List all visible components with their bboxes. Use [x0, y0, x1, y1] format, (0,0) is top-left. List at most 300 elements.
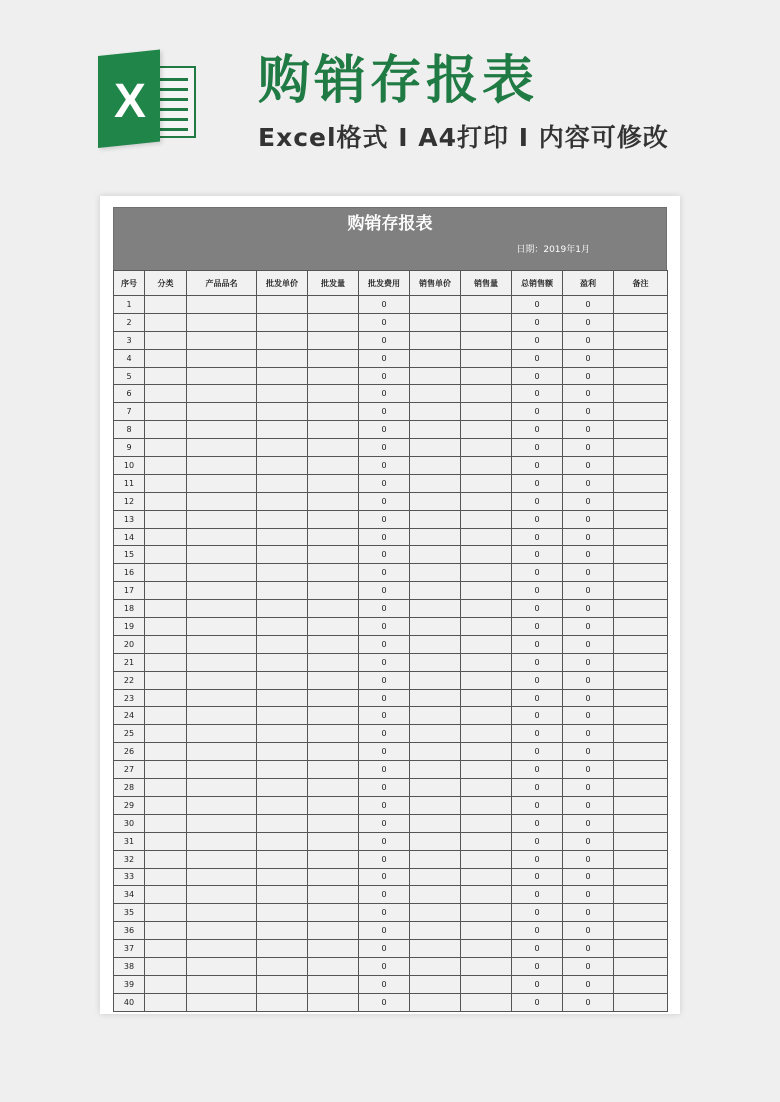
table-cell[interactable]	[187, 779, 257, 797]
table-cell[interactable]	[308, 653, 359, 671]
table-cell[interactable]	[257, 349, 308, 367]
table-cell[interactable]	[257, 385, 308, 403]
table-cell[interactable]	[614, 796, 668, 814]
table-cell[interactable]	[187, 993, 257, 1011]
table-cell[interactable]	[308, 313, 359, 331]
table-cell[interactable]: 0	[359, 886, 410, 904]
table-cell[interactable]	[308, 492, 359, 510]
table-cell[interactable]	[614, 331, 668, 349]
table-cell[interactable]	[308, 600, 359, 618]
table-cell[interactable]	[145, 439, 187, 457]
table-cell[interactable]	[257, 313, 308, 331]
table-cell[interactable]: 5	[114, 367, 145, 385]
table-cell[interactable]	[308, 528, 359, 546]
column-header[interactable]: 产品品名	[187, 271, 257, 296]
table-cell[interactable]	[461, 528, 512, 546]
table-cell[interactable]: 2	[114, 313, 145, 331]
table-cell[interactable]	[410, 850, 461, 868]
table-cell[interactable]: 0	[359, 296, 410, 314]
table-cell[interactable]	[461, 457, 512, 475]
table-cell[interactable]: 0	[359, 474, 410, 492]
table-cell[interactable]	[410, 689, 461, 707]
table-cell[interactable]	[308, 582, 359, 600]
table-cell[interactable]: 0	[563, 761, 614, 779]
table-cell[interactable]: 38	[114, 957, 145, 975]
table-cell[interactable]: 0	[512, 296, 563, 314]
table-cell[interactable]: 0	[563, 689, 614, 707]
table-cell[interactable]	[461, 779, 512, 797]
table-cell[interactable]: 16	[114, 564, 145, 582]
table-cell[interactable]	[308, 922, 359, 940]
column-header[interactable]: 盈利	[563, 271, 614, 296]
table-cell[interactable]	[308, 439, 359, 457]
report-title[interactable]: 购销存报表	[347, 214, 433, 234]
table-cell[interactable]	[410, 349, 461, 367]
table-cell[interactable]	[308, 367, 359, 385]
table-cell[interactable]: 0	[512, 564, 563, 582]
table-cell[interactable]	[461, 814, 512, 832]
table-cell[interactable]: 0	[359, 313, 410, 331]
table-cell[interactable]	[410, 385, 461, 403]
table-cell[interactable]	[410, 546, 461, 564]
table-cell[interactable]	[145, 940, 187, 958]
table-cell[interactable]	[461, 975, 512, 993]
table-cell[interactable]	[145, 779, 187, 797]
table-cell[interactable]	[410, 331, 461, 349]
table-cell[interactable]: 0	[359, 582, 410, 600]
table-cell[interactable]	[308, 707, 359, 725]
table-cell[interactable]	[461, 635, 512, 653]
table-cell[interactable]	[410, 457, 461, 475]
table-cell[interactable]	[410, 653, 461, 671]
table-cell[interactable]	[614, 457, 668, 475]
table-cell[interactable]: 0	[512, 653, 563, 671]
table-cell[interactable]	[145, 582, 187, 600]
table-cell[interactable]: 0	[359, 385, 410, 403]
table-cell[interactable]	[461, 689, 512, 707]
table-cell[interactable]	[614, 868, 668, 886]
table-cell[interactable]	[145, 975, 187, 993]
table-cell[interactable]: 0	[563, 975, 614, 993]
table-cell[interactable]	[308, 457, 359, 475]
table-cell[interactable]	[410, 957, 461, 975]
table-cell[interactable]: 0	[512, 313, 563, 331]
table-cell[interactable]	[614, 296, 668, 314]
table-cell[interactable]	[257, 725, 308, 743]
table-cell[interactable]: 0	[563, 349, 614, 367]
table-cell[interactable]	[461, 796, 512, 814]
table-cell[interactable]	[308, 689, 359, 707]
table-cell[interactable]	[410, 993, 461, 1011]
table-cell[interactable]	[308, 635, 359, 653]
table-cell[interactable]	[145, 922, 187, 940]
table-cell[interactable]	[308, 296, 359, 314]
table-cell[interactable]	[145, 957, 187, 975]
table-cell[interactable]	[614, 886, 668, 904]
table-cell[interactable]	[257, 707, 308, 725]
table-cell[interactable]	[461, 403, 512, 421]
table-cell[interactable]: 7	[114, 403, 145, 421]
table-cell[interactable]: 0	[359, 635, 410, 653]
table-cell[interactable]	[410, 313, 461, 331]
table-cell[interactable]	[614, 850, 668, 868]
table-cell[interactable]: 8	[114, 421, 145, 439]
table-cell[interactable]	[614, 779, 668, 797]
table-cell[interactable]	[614, 528, 668, 546]
table-cell[interactable]	[187, 850, 257, 868]
table-cell[interactable]	[187, 743, 257, 761]
table-cell[interactable]	[257, 779, 308, 797]
table-cell[interactable]: 0	[563, 546, 614, 564]
table-cell[interactable]	[614, 975, 668, 993]
table-cell[interactable]	[145, 528, 187, 546]
table-cell[interactable]	[614, 957, 668, 975]
table-cell[interactable]: 14	[114, 528, 145, 546]
table-cell[interactable]	[187, 296, 257, 314]
table-cell[interactable]	[145, 313, 187, 331]
table-cell[interactable]	[145, 689, 187, 707]
table-cell[interactable]	[461, 296, 512, 314]
table-cell[interactable]	[410, 439, 461, 457]
table-cell[interactable]: 0	[359, 689, 410, 707]
table-cell[interactable]	[187, 832, 257, 850]
table-cell[interactable]	[187, 349, 257, 367]
table-cell[interactable]: 0	[512, 618, 563, 636]
table-cell[interactable]: 36	[114, 922, 145, 940]
table-cell[interactable]: 0	[359, 546, 410, 564]
table-cell[interactable]: 12	[114, 492, 145, 510]
table-cell[interactable]	[145, 725, 187, 743]
table-cell[interactable]: 0	[512, 868, 563, 886]
table-cell[interactable]: 0	[563, 296, 614, 314]
table-cell[interactable]: 0	[512, 796, 563, 814]
table-cell[interactable]	[145, 886, 187, 904]
table-cell[interactable]	[614, 421, 668, 439]
table-cell[interactable]: 0	[563, 474, 614, 492]
table-cell[interactable]: 0	[359, 796, 410, 814]
column-header[interactable]: 备注	[614, 271, 668, 296]
table-cell[interactable]	[257, 635, 308, 653]
table-cell[interactable]	[187, 367, 257, 385]
table-cell[interactable]	[257, 671, 308, 689]
table-cell[interactable]	[410, 403, 461, 421]
table-cell[interactable]	[614, 635, 668, 653]
table-cell[interactable]: 0	[563, 618, 614, 636]
table-cell[interactable]	[187, 474, 257, 492]
table-cell[interactable]	[410, 582, 461, 600]
table-cell[interactable]: 0	[563, 367, 614, 385]
table-cell[interactable]	[461, 439, 512, 457]
table-cell[interactable]	[187, 510, 257, 528]
table-cell[interactable]	[308, 474, 359, 492]
table-cell[interactable]	[187, 922, 257, 940]
table-cell[interactable]: 9	[114, 439, 145, 457]
column-header[interactable]: 总销售额	[512, 271, 563, 296]
table-cell[interactable]: 0	[359, 618, 410, 636]
table-cell[interactable]	[257, 868, 308, 886]
table-cell[interactable]	[145, 993, 187, 1011]
table-cell[interactable]	[257, 796, 308, 814]
table-cell[interactable]	[461, 671, 512, 689]
table-cell[interactable]	[410, 635, 461, 653]
table-cell[interactable]: 0	[359, 761, 410, 779]
table-cell[interactable]: 13	[114, 510, 145, 528]
table-cell[interactable]: 10	[114, 457, 145, 475]
table-cell[interactable]	[145, 296, 187, 314]
table-cell[interactable]	[410, 618, 461, 636]
table-cell[interactable]	[145, 832, 187, 850]
table-cell[interactable]	[410, 296, 461, 314]
table-cell[interactable]: 0	[512, 510, 563, 528]
table-cell[interactable]	[614, 492, 668, 510]
table-cell[interactable]: 0	[563, 993, 614, 1011]
table-cell[interactable]	[614, 313, 668, 331]
table-cell[interactable]	[614, 403, 668, 421]
table-cell[interactable]: 0	[563, 957, 614, 975]
table-cell[interactable]	[257, 940, 308, 958]
table-cell[interactable]	[461, 868, 512, 886]
table-cell[interactable]	[614, 510, 668, 528]
table-cell[interactable]: 0	[359, 367, 410, 385]
table-cell[interactable]: 0	[563, 457, 614, 475]
table-cell[interactable]: 37	[114, 940, 145, 958]
table-cell[interactable]	[187, 940, 257, 958]
table-cell[interactable]: 24	[114, 707, 145, 725]
table-cell[interactable]	[257, 421, 308, 439]
table-cell[interactable]	[145, 904, 187, 922]
column-header[interactable]: 销售量	[461, 271, 512, 296]
table-cell[interactable]: 15	[114, 546, 145, 564]
table-cell[interactable]: 0	[563, 600, 614, 618]
table-cell[interactable]	[461, 331, 512, 349]
table-cell[interactable]: 0	[512, 474, 563, 492]
table-cell[interactable]: 0	[512, 975, 563, 993]
table-cell[interactable]: 40	[114, 993, 145, 1011]
table-cell[interactable]: 0	[359, 814, 410, 832]
table-cell[interactable]: 0	[563, 403, 614, 421]
column-header[interactable]: 批发量	[308, 271, 359, 296]
table-cell[interactable]	[187, 564, 257, 582]
table-cell[interactable]: 0	[563, 886, 614, 904]
table-cell[interactable]	[145, 814, 187, 832]
table-cell[interactable]	[145, 349, 187, 367]
table-cell[interactable]: 0	[512, 707, 563, 725]
table-cell[interactable]	[187, 313, 257, 331]
table-cell[interactable]	[614, 349, 668, 367]
table-cell[interactable]: 0	[512, 957, 563, 975]
table-cell[interactable]	[461, 546, 512, 564]
table-cell[interactable]: 0	[563, 313, 614, 331]
table-cell[interactable]: 0	[359, 940, 410, 958]
table-cell[interactable]	[461, 957, 512, 975]
table-cell[interactable]: 29	[114, 796, 145, 814]
table-cell[interactable]	[145, 385, 187, 403]
table-cell[interactable]	[257, 832, 308, 850]
table-cell[interactable]: 0	[359, 349, 410, 367]
table-cell[interactable]	[187, 635, 257, 653]
table-cell[interactable]	[257, 975, 308, 993]
table-cell[interactable]	[308, 671, 359, 689]
table-cell[interactable]	[614, 761, 668, 779]
table-cell[interactable]	[614, 618, 668, 636]
table-cell[interactable]	[145, 492, 187, 510]
table-cell[interactable]	[614, 814, 668, 832]
table-cell[interactable]: 0	[563, 635, 614, 653]
table-cell[interactable]	[145, 403, 187, 421]
table-cell[interactable]	[257, 510, 308, 528]
table-cell[interactable]: 32	[114, 850, 145, 868]
table-cell[interactable]: 0	[359, 421, 410, 439]
table-cell[interactable]	[461, 922, 512, 940]
table-cell[interactable]: 0	[359, 850, 410, 868]
table-cell[interactable]	[257, 600, 308, 618]
table-cell[interactable]: 0	[512, 492, 563, 510]
table-cell[interactable]: 1	[114, 296, 145, 314]
table-cell[interactable]	[145, 850, 187, 868]
table-cell[interactable]: 0	[563, 528, 614, 546]
table-cell[interactable]: 3	[114, 331, 145, 349]
table-cell[interactable]: 0	[563, 904, 614, 922]
table-cell[interactable]	[614, 671, 668, 689]
table-cell[interactable]	[187, 814, 257, 832]
table-cell[interactable]	[187, 957, 257, 975]
table-cell[interactable]	[410, 671, 461, 689]
table-cell[interactable]	[257, 457, 308, 475]
table-cell[interactable]	[187, 975, 257, 993]
table-cell[interactable]: 0	[512, 457, 563, 475]
table-cell[interactable]	[410, 904, 461, 922]
table-cell[interactable]	[187, 600, 257, 618]
table-cell[interactable]: 0	[563, 725, 614, 743]
table-cell[interactable]	[614, 439, 668, 457]
table-cell[interactable]	[145, 635, 187, 653]
table-cell[interactable]	[410, 868, 461, 886]
table-cell[interactable]	[187, 492, 257, 510]
table-cell[interactable]	[461, 421, 512, 439]
table-cell[interactable]	[257, 814, 308, 832]
table-cell[interactable]	[187, 546, 257, 564]
table-cell[interactable]	[257, 904, 308, 922]
table-cell[interactable]	[187, 886, 257, 904]
table-cell[interactable]	[614, 922, 668, 940]
table-cell[interactable]	[257, 886, 308, 904]
table-cell[interactable]	[257, 582, 308, 600]
table-cell[interactable]: 0	[512, 761, 563, 779]
table-cell[interactable]: 0	[359, 439, 410, 457]
table-cell[interactable]	[308, 957, 359, 975]
table-cell[interactable]: 0	[563, 868, 614, 886]
table-cell[interactable]: 31	[114, 832, 145, 850]
table-cell[interactable]	[614, 743, 668, 761]
table-cell[interactable]	[308, 814, 359, 832]
table-cell[interactable]	[308, 940, 359, 958]
table-cell[interactable]	[145, 510, 187, 528]
table-cell[interactable]: 22	[114, 671, 145, 689]
table-cell[interactable]	[187, 403, 257, 421]
table-cell[interactable]	[410, 474, 461, 492]
table-cell[interactable]	[145, 671, 187, 689]
table-cell[interactable]: 0	[563, 779, 614, 797]
table-cell[interactable]	[308, 510, 359, 528]
table-cell[interactable]	[614, 546, 668, 564]
table-cell[interactable]	[614, 385, 668, 403]
table-cell[interactable]	[308, 761, 359, 779]
table-cell[interactable]	[461, 707, 512, 725]
table-cell[interactable]	[410, 814, 461, 832]
table-cell[interactable]: 0	[359, 904, 410, 922]
table-cell[interactable]: 0	[359, 331, 410, 349]
table-cell[interactable]: 0	[512, 331, 563, 349]
table-cell[interactable]	[410, 528, 461, 546]
table-cell[interactable]: 0	[563, 385, 614, 403]
table-cell[interactable]: 0	[512, 528, 563, 546]
table-cell[interactable]	[461, 313, 512, 331]
table-cell[interactable]	[187, 421, 257, 439]
table-cell[interactable]	[257, 653, 308, 671]
table-cell[interactable]	[308, 796, 359, 814]
column-header[interactable]: 批发费用	[359, 271, 410, 296]
table-cell[interactable]	[308, 832, 359, 850]
table-cell[interactable]	[614, 600, 668, 618]
table-cell[interactable]: 20	[114, 635, 145, 653]
table-cell[interactable]	[614, 707, 668, 725]
table-cell[interactable]	[145, 367, 187, 385]
table-cell[interactable]	[410, 796, 461, 814]
table-cell[interactable]	[187, 671, 257, 689]
table-cell[interactable]	[257, 439, 308, 457]
table-cell[interactable]	[145, 761, 187, 779]
table-cell[interactable]: 0	[359, 725, 410, 743]
table-cell[interactable]	[461, 618, 512, 636]
table-cell[interactable]: 0	[512, 546, 563, 564]
table-cell[interactable]: 0	[512, 832, 563, 850]
table-cell[interactable]	[410, 832, 461, 850]
table-cell[interactable]: 0	[359, 743, 410, 761]
table-cell[interactable]: 0	[512, 421, 563, 439]
table-cell[interactable]	[614, 474, 668, 492]
table-cell[interactable]	[308, 993, 359, 1011]
table-cell[interactable]: 0	[359, 993, 410, 1011]
table-cell[interactable]	[187, 904, 257, 922]
table-cell[interactable]: 0	[512, 886, 563, 904]
table-cell[interactable]	[308, 743, 359, 761]
table-cell[interactable]: 0	[563, 814, 614, 832]
table-cell[interactable]: 19	[114, 618, 145, 636]
table-cell[interactable]: 0	[563, 510, 614, 528]
table-cell[interactable]: 6	[114, 385, 145, 403]
table-cell[interactable]	[461, 886, 512, 904]
table-cell[interactable]	[257, 546, 308, 564]
table-cell[interactable]: 0	[359, 457, 410, 475]
table-cell[interactable]	[461, 725, 512, 743]
table-cell[interactable]	[257, 528, 308, 546]
table-cell[interactable]	[308, 421, 359, 439]
table-cell[interactable]	[614, 582, 668, 600]
table-cell[interactable]: 0	[359, 975, 410, 993]
table-cell[interactable]	[614, 564, 668, 582]
table-cell[interactable]: 34	[114, 886, 145, 904]
table-cell[interactable]: 0	[563, 850, 614, 868]
table-cell[interactable]: 0	[512, 779, 563, 797]
table-cell[interactable]	[187, 439, 257, 457]
table-cell[interactable]	[187, 331, 257, 349]
table-cell[interactable]	[410, 761, 461, 779]
table-cell[interactable]	[145, 618, 187, 636]
table-cell[interactable]	[257, 993, 308, 1011]
table-cell[interactable]: 11	[114, 474, 145, 492]
table-cell[interactable]	[308, 546, 359, 564]
table-cell[interactable]: 0	[563, 922, 614, 940]
